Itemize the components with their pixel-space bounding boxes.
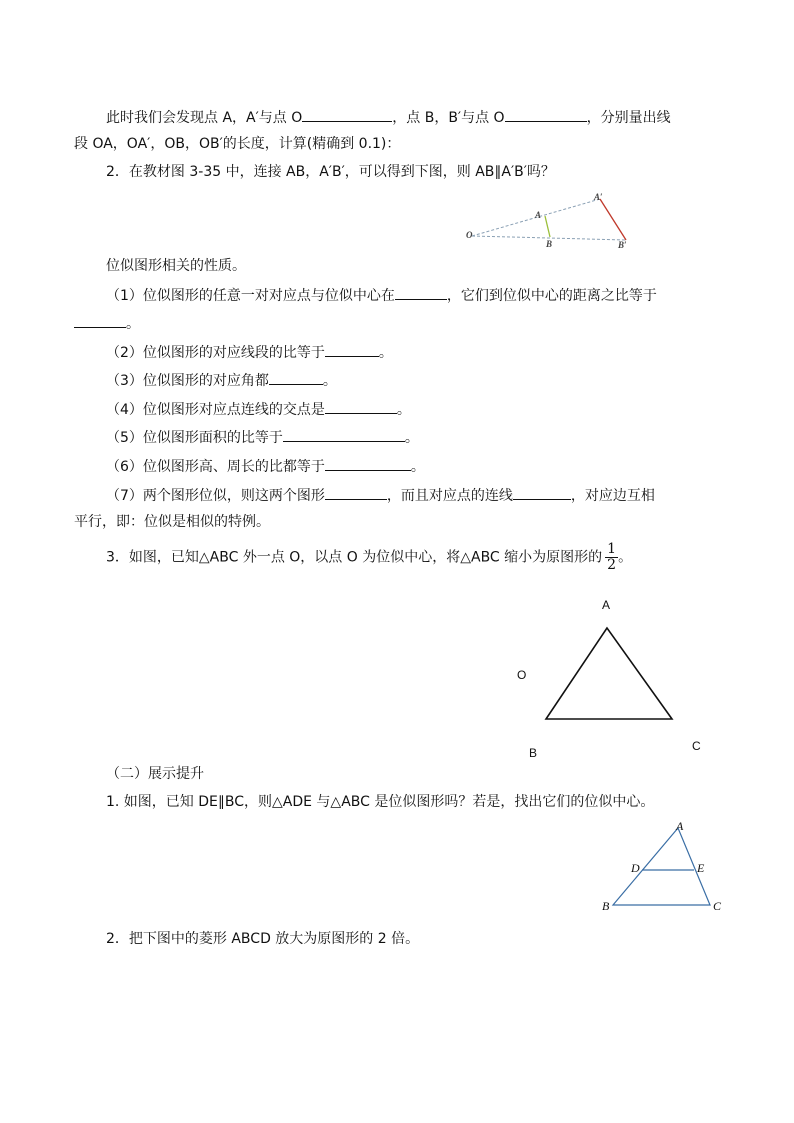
label-c: C — [713, 899, 722, 913]
figure-triangle-abc — [510, 595, 710, 760]
triangle-abc — [546, 628, 672, 719]
answer-blank[interactable] — [302, 106, 392, 122]
label-a-prime: A′ — [594, 192, 603, 202]
section-title: （二）展示提升 — [106, 766, 204, 782]
answer-blank[interactable] — [325, 398, 397, 414]
answer-blank[interactable] — [269, 369, 323, 385]
label-a: A — [535, 210, 542, 220]
answer-blank[interactable] — [325, 341, 379, 357]
property-6: （6）位似图形高、周长的比都等于 。 — [106, 455, 425, 477]
question-3: 3．如图，已知△ABC 外一点 O，以点 O 为位似中心，将△ABC 缩小为原图形的 $\frac{1}{2}$ 。 — [106, 541, 633, 573]
answer-blank[interactable] — [395, 284, 447, 300]
figure-homothety-rays — [462, 190, 642, 250]
figure-triangle-de-bc — [598, 818, 728, 918]
label-a: A — [602, 598, 611, 612]
segment-a2b2 — [600, 199, 626, 240]
label-d: D — [631, 861, 640, 875]
property-2: （2）位似图形的对应线段的比等于 。 — [106, 341, 393, 363]
answer-blank[interactable] — [325, 484, 387, 500]
answer-blank[interactable] — [74, 312, 126, 328]
label-b: B — [546, 239, 553, 249]
answer-blank[interactable] — [505, 106, 587, 122]
property-7-cont: 平行，即：位似是相似的特例。 — [74, 514, 270, 530]
label-o: O — [466, 230, 473, 240]
label-b: B — [529, 746, 538, 760]
label-o: O — [517, 668, 527, 682]
question-2: 2．在教材图 3-35 中，连接 AB，A′B′，可以得到下图，则 AB∥A′B′吗？ — [106, 164, 555, 180]
segment-ab — [545, 216, 550, 237]
properties-title: 位似图形相关的性质。 — [106, 258, 246, 274]
property-4: （4）位似图形对应点连线的交点是 。 — [106, 398, 411, 420]
property-5: （5）位似图形面积的比等于 。 — [106, 426, 419, 448]
fraction-one-half: $\frac{1}{2}$ — [607, 541, 617, 573]
label-a: A — [676, 819, 684, 833]
property-1-cont: 。 — [74, 312, 140, 334]
answer-blank[interactable] — [513, 484, 571, 500]
answer-blank[interactable] — [325, 455, 411, 471]
property-3: （3）位似图形的对应角都 。 — [106, 369, 337, 391]
property-1: （1）位似图形的任意一对对应点与位似中心在 ，它们到位似中心的距离之比等于 — [106, 284, 657, 306]
exercise-1: 1. 如图，已知 DE∥BC，则△ADE 与△ABC 是位似图形吗？若是，找出它们的位似中心。 — [106, 794, 655, 810]
exercise-2: 2．把下图中的菱形 ABCD 放大为原图形的 2 倍。 — [106, 931, 420, 947]
property-7: （7）两个图形位似，则这两个图形 ，而且对应点的连线 ，对应边互相 — [106, 484, 655, 506]
answer-blank[interactable] — [283, 426, 405, 442]
label-b-prime: B′ — [618, 240, 627, 250]
paragraph-line: 此时我们会发现点 A，A′与点 O ，点 B，B′与点 O ，分别量出线 — [106, 106, 671, 128]
label-b: B — [602, 899, 610, 913]
triangle-abc — [613, 828, 710, 905]
paragraph-line: 段 OA，OA′，OB，OB′的长度，计算(精确到 0.1)： — [74, 136, 401, 152]
label-e: E — [697, 861, 705, 875]
label-c: C — [692, 739, 701, 753]
